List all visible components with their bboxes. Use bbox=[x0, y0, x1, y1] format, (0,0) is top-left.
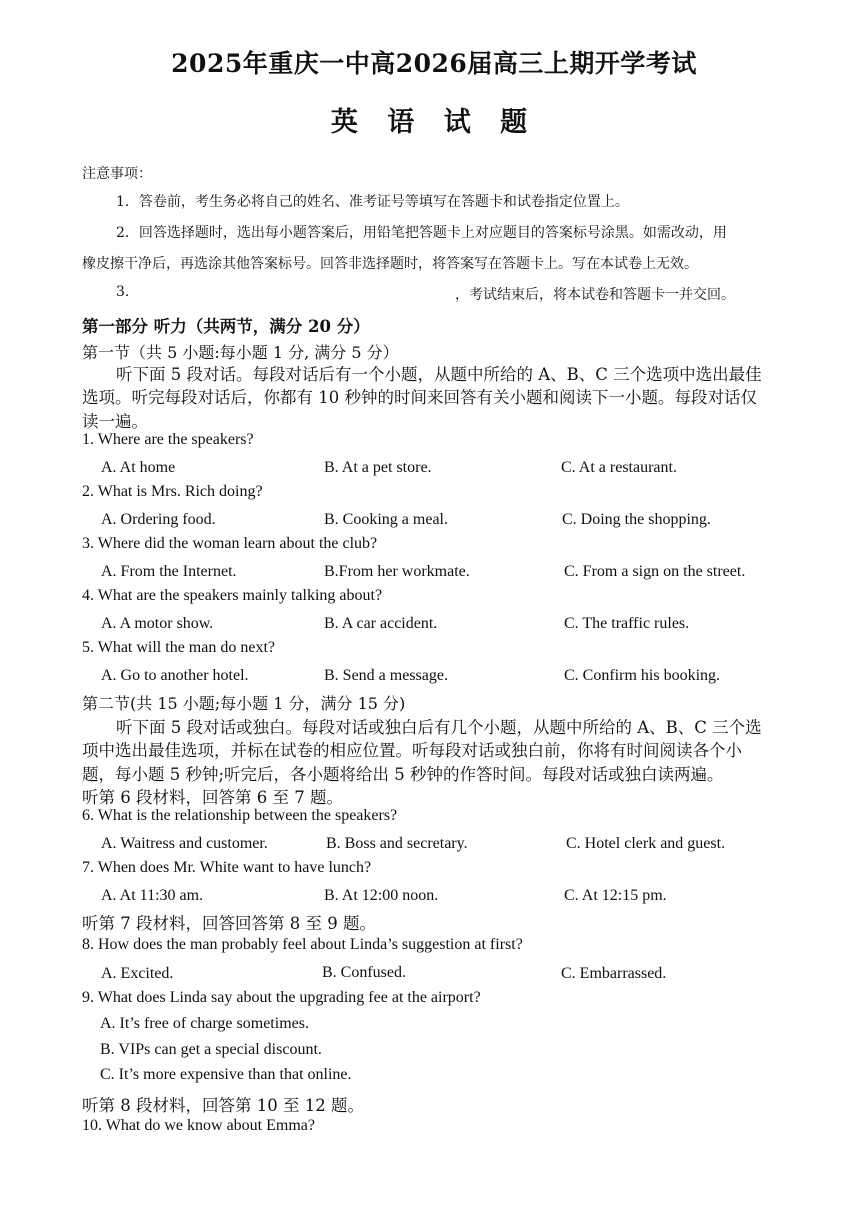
section1-heading: 第一节（共 5 小题:每小题 1 分, 满分 5 分） bbox=[82, 343, 399, 362]
q1-option-c: C. At a restaurant. bbox=[561, 459, 677, 476]
notes-heading: 注意事项： bbox=[82, 166, 152, 182]
question-6: 6. What is the relationship between the speakers? bbox=[82, 807, 398, 824]
q4-option-a: A. A motor show. bbox=[101, 615, 214, 632]
q4-option-c: C. The traffic rules. bbox=[564, 615, 690, 632]
material-note-8: 听第 8 段材料，回答第 10 至 12 题。 bbox=[82, 1096, 364, 1115]
q4-option-b: B. A car accident. bbox=[324, 615, 438, 632]
question-5: 5. What will the man do next? bbox=[82, 639, 275, 656]
material-note-7: 听第 7 段材料，回答回答第 8 至 9 题。 bbox=[82, 914, 376, 933]
q6-option-a: A. Waitress and customer. bbox=[101, 835, 268, 852]
material-note-6: 听第 6 段材料，回答第 6 至 7 题。 bbox=[82, 788, 343, 807]
part1-heading: 第一部分 听力（共两节，满分 20 分） bbox=[82, 317, 370, 336]
question-7: 7. When does Mr. White want to have lunch? bbox=[82, 859, 372, 876]
note-item-1: 1．答卷前，考生务必将自己的姓名、准考证号等填写在答题卡和试卷指定位置上。 bbox=[116, 194, 629, 210]
q1-option-a: A. At home bbox=[101, 459, 176, 476]
q5-option-a: A. Go to another hotel. bbox=[101, 667, 249, 684]
q7-option-a: A. At 11:30 am. bbox=[101, 887, 204, 904]
note-item-2-line-1: 2．回答选择题时，选出每小题答案后，用铅笔把答题卡上对应题目的答案标号涂黑。如需改动，用 bbox=[116, 225, 727, 241]
section1-instruction-line-1: 听下面 5 段对话。每段对话后有一个小题，从题中所给的 A、B、C 三个选项中选出最佳 bbox=[116, 365, 762, 384]
note-item-3-text: ，考试结束后，将本试卷和答题卡一并交回。 bbox=[455, 287, 735, 303]
q5-option-c: C. Confirm his booking. bbox=[564, 667, 721, 684]
note-item-3-number: 3. bbox=[116, 284, 130, 300]
q2-option-b: B. Cooking a meal. bbox=[324, 511, 448, 528]
question-8: 8. How does the man probably feel about Linda’s suggestion at first? bbox=[82, 936, 523, 953]
q3-option-a: A. From the Internet. bbox=[101, 563, 237, 580]
q5-option-b: B. Send a message. bbox=[324, 667, 448, 684]
question-4: 4. What are the speakers mainly talking about? bbox=[82, 587, 383, 604]
q3-option-c: C. From a sign on the street. bbox=[564, 563, 746, 580]
q8-option-b: B. Confused. bbox=[322, 964, 406, 981]
q8-option-c: C. Embarrassed. bbox=[561, 965, 667, 982]
q9-option-b: B. VIPs can get a special discount. bbox=[100, 1041, 322, 1058]
q8-option-a: A. Excited. bbox=[101, 965, 174, 982]
q2-option-a: A. Ordering food. bbox=[101, 511, 216, 528]
q2-option-c: C. Doing the shopping. bbox=[562, 511, 711, 528]
exam-title: 2025年重庆一中高2026届高三上期开学考试 bbox=[171, 49, 697, 78]
q9-option-c: C. It’s more expensive than that online. bbox=[100, 1066, 352, 1083]
section1-instruction-line-2: 选项。听完每段对话后，你都有 10 秒钟的时间来回答有关小题和阅读下一小题。每段对话仅 bbox=[82, 388, 757, 407]
q9-option-a: A. It’s free of charge sometimes. bbox=[100, 1015, 309, 1032]
section2-instruction-line-2: 项中选出最佳选项，并标在试卷的相应位置。听每段对话或独白前，你将有时间阅读各个小 bbox=[82, 741, 742, 760]
q6-option-b: B. Boss and secretary. bbox=[326, 835, 468, 852]
question-10: 10. What do we know about Emma? bbox=[82, 1117, 315, 1134]
q6-option-c: C. Hotel clerk and guest. bbox=[566, 835, 726, 852]
section2-instruction-line-3: 题，每小题 5 秒钟;听完后，各小题将给出 5 秒钟的作答时间。每段对话或独白读两遍。 bbox=[82, 765, 724, 784]
section2-heading: 第二节(共 15 小题;每小题 1 分，满分 15 分) bbox=[82, 694, 406, 713]
q3-option-b: B.From her workmate. bbox=[324, 563, 470, 580]
question-9: 9. What does Linda say about the upgrading fee at the airport? bbox=[82, 989, 481, 1006]
question-1: 1. Where are the speakers? bbox=[82, 431, 254, 448]
section1-instruction-line-3: 读一遍。 bbox=[82, 412, 148, 431]
q7-option-c: C. At 12:15 pm. bbox=[564, 887, 667, 904]
q7-option-b: B. At 12:00 noon. bbox=[324, 887, 439, 904]
question-2: 2. What is Mrs. Rich doing? bbox=[82, 483, 263, 500]
section2-instruction-line-1: 听下面 5 段对话或独白。每段对话或独白后有几个小题，从题中所给的 A、B、C 三个选 bbox=[116, 718, 762, 737]
exam-subtitle: 英 语 试 题 bbox=[330, 107, 538, 138]
note-item-2-line-2: 橡皮擦干净后，再选涂其他答案标号。回答非选择题时，将答案写在答题卡上。写在本试卷上无效。 bbox=[82, 256, 698, 272]
question-3: 3. Where did the woman learn about the club? bbox=[82, 535, 378, 552]
q1-option-b: B. At a pet store. bbox=[324, 459, 432, 476]
